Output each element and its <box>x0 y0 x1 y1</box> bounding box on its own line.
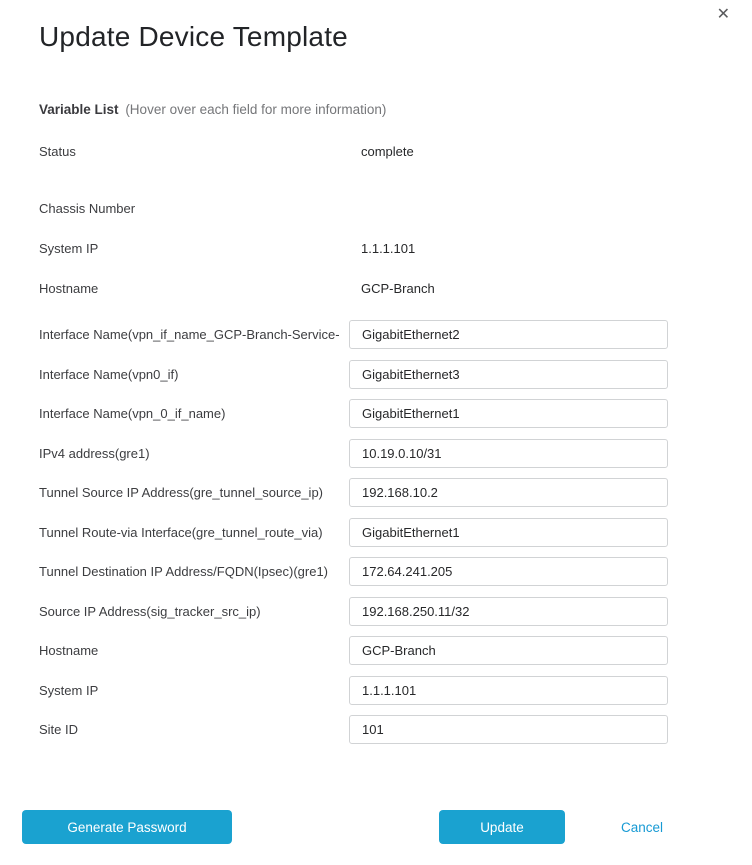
field-label: Interface Name(vpn_0_if_name) <box>39 406 226 421</box>
dialog-footer <box>0 810 752 844</box>
field-label: Hostname <box>39 643 99 658</box>
field-label: Tunnel Route-via Interface(gre_tunnel_route_via) <box>39 524 323 540</box>
field-label: Site ID <box>39 722 79 737</box>
field-input[interactable] <box>349 557 668 586</box>
field-input[interactable] <box>349 399 668 428</box>
field-row <box>0 360 752 389</box>
dialog-title: Update Device Template <box>39 21 348 52</box>
field-row <box>0 188 752 228</box>
variable-list-title: Variable List <box>39 102 119 117</box>
field-label: Interface Name(vpn_if_name_GCP-Branch-Service- <box>39 327 340 342</box>
field-input[interactable] <box>349 478 668 507</box>
field-row <box>0 228 752 268</box>
close-icon[interactable]: ✕ <box>716 6 730 23</box>
variable-list-heading <box>39 101 752 119</box>
field-row <box>0 320 752 349</box>
field-input[interactable] <box>349 597 668 626</box>
field-input[interactable] <box>349 320 668 349</box>
field-row <box>0 715 752 744</box>
field-label: Hostname <box>39 280 99 296</box>
field-label: System IP <box>39 682 99 698</box>
field-label: Chassis Number <box>39 200 136 216</box>
field-row <box>0 676 752 705</box>
update-button[interactable]: Update <box>439 810 565 844</box>
field-row <box>0 439 752 468</box>
field-row <box>0 636 752 665</box>
generate-password-button[interactable]: Generate Password <box>22 810 232 844</box>
field-row <box>0 597 752 626</box>
field-row <box>0 268 752 308</box>
cancel-link[interactable]: Cancel <box>620 819 663 835</box>
field-value: complete <box>361 143 414 159</box>
field-row <box>0 478 752 507</box>
static-field-rows <box>0 131 752 308</box>
field-label: System IP <box>39 240 99 256</box>
field-row <box>0 399 752 428</box>
field-label: Interface Name(vpn0_if) <box>39 366 179 382</box>
field-row <box>0 518 752 547</box>
field-label: Source IP Address(sig_tracker_src_ip) <box>39 603 261 619</box>
field-label: IPv4 address(gre1) <box>39 445 150 461</box>
field-input[interactable] <box>349 715 668 744</box>
field-input[interactable] <box>349 636 668 665</box>
field-input[interactable] <box>349 676 668 705</box>
field-input[interactable] <box>349 439 668 468</box>
field-label: Status <box>39 143 76 159</box>
variable-list-note: (Hover over each field for more information) <box>125 102 387 117</box>
footer-action-group <box>439 810 663 844</box>
field-value: 1.1.1.101 <box>361 240 416 256</box>
field-row <box>0 131 752 171</box>
field-label: Tunnel Destination IP Address/FQDN(Ipsec)(gre1) <box>39 564 329 579</box>
field-row <box>0 557 752 586</box>
field-label: Tunnel Source IP Address(gre_tunnel_source_ip) <box>39 485 324 500</box>
field-value: GCP-Branch <box>361 280 435 296</box>
field-input[interactable] <box>349 518 668 547</box>
editable-field-rows <box>0 320 752 744</box>
field-input[interactable] <box>349 360 668 389</box>
